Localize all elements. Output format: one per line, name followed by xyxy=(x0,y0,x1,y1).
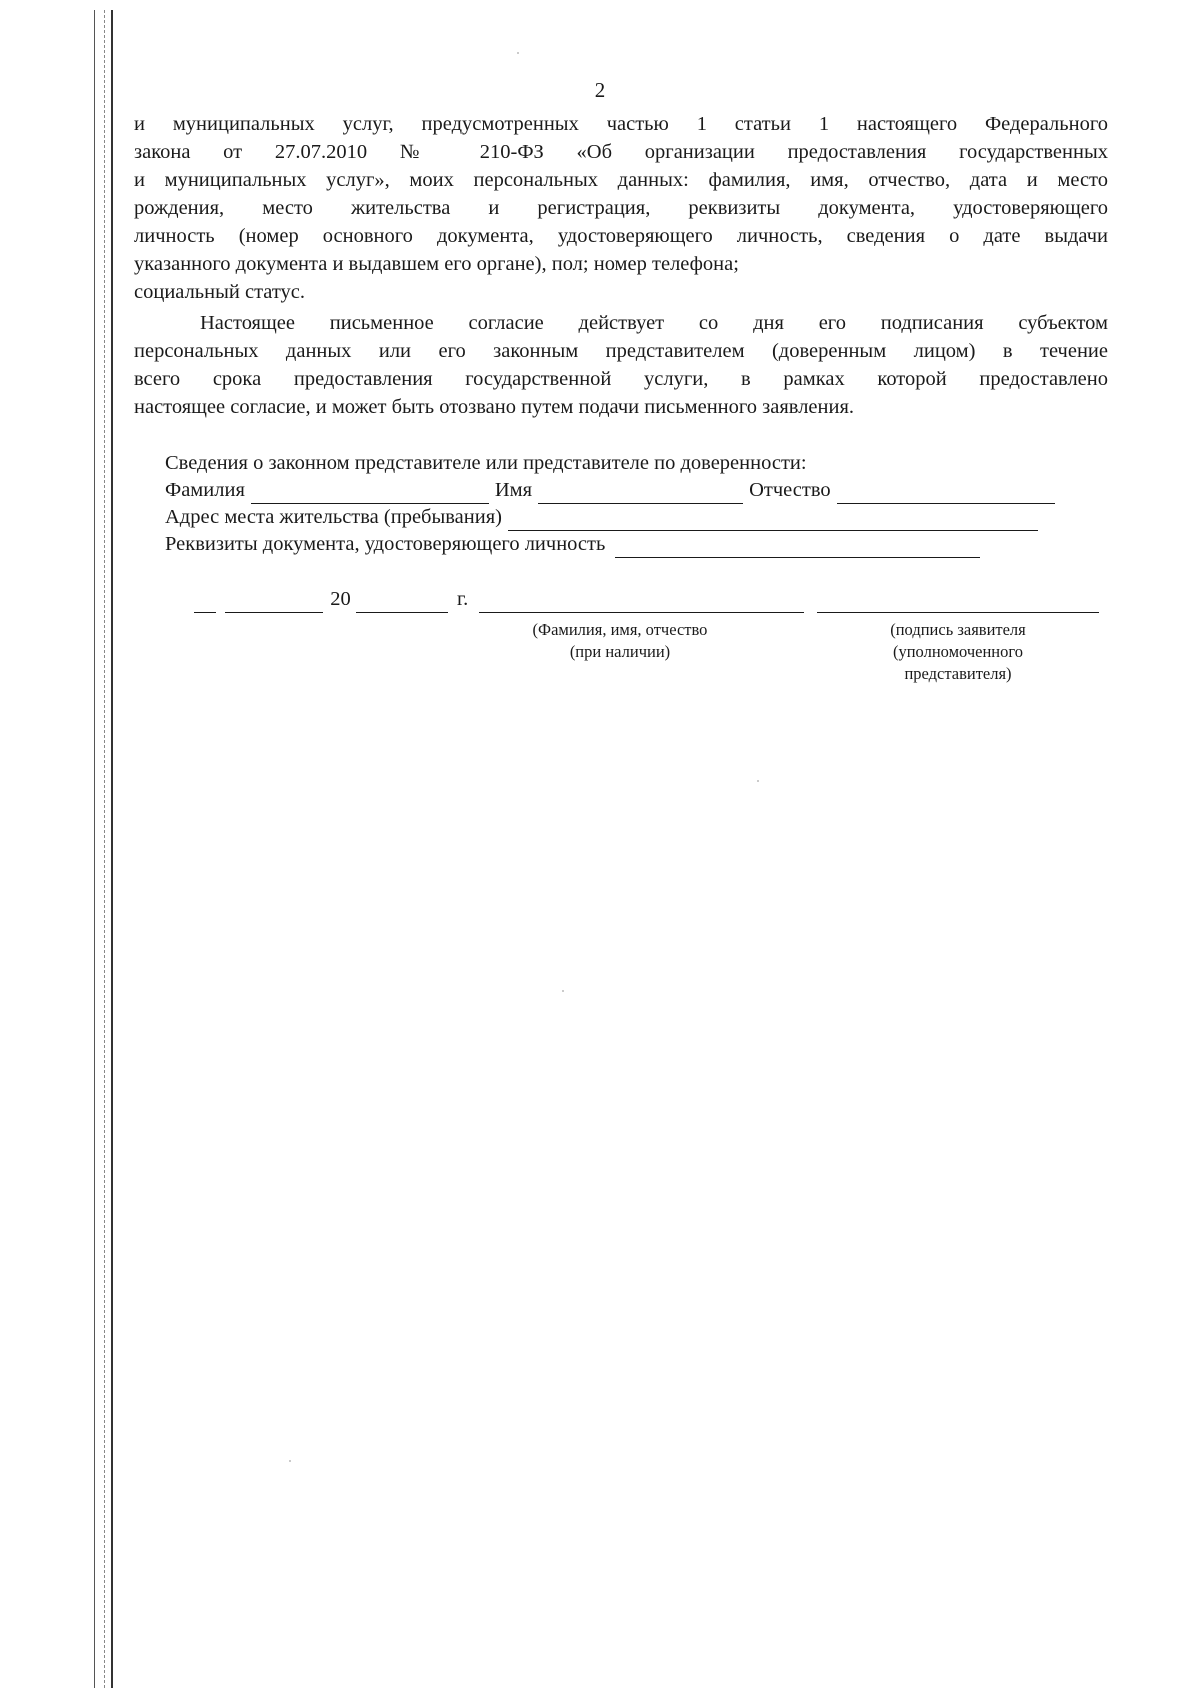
document-label: Реквизиты документа, удостоверяющего личность xyxy=(165,533,606,555)
page-number: 2 xyxy=(594,78,606,102)
text-line: персональных данных или его законным представителем (доверенным лицом) в течение xyxy=(134,340,1108,362)
caption-line: (Фамилия, имя, отчество xyxy=(532,620,708,639)
binding-edge-line xyxy=(104,10,105,1688)
text-line: рождения, место жительства и регистрация, реквизиты документа, удостоверяющего xyxy=(134,197,1108,219)
text-line: и муниципальных услуг», моих персональных данных: фамилия, имя, отчество, дата и место xyxy=(134,169,1108,191)
name-label: Имя xyxy=(494,479,533,501)
scan-speck xyxy=(289,1460,291,1462)
signature-field[interactable] xyxy=(817,592,1099,613)
consent-paragraph-1 xyxy=(134,110,1108,306)
year-prefix: 20 xyxy=(330,588,351,610)
text-line: настоящее согласие, и может быть отозвано путем подачи письменного заявления. xyxy=(134,396,855,418)
scan-speck xyxy=(562,990,564,992)
caption-line: представителя) xyxy=(904,664,1012,683)
representative-address-row xyxy=(165,504,1110,531)
representative-heading-row xyxy=(165,450,1110,477)
scan-speck xyxy=(757,780,759,782)
representative-name-row xyxy=(165,477,1110,504)
signature-caption xyxy=(858,619,1058,685)
patronymic-label: Отчество xyxy=(749,479,831,501)
text-line: закона от 27.07.2010 № 210-ФЗ «Об организации предоставления государственных xyxy=(134,141,1108,163)
binding-edge-line xyxy=(111,10,113,1688)
month-field[interactable] xyxy=(225,592,323,613)
caption-line: (подпись заявителя xyxy=(890,620,1026,639)
representative-section xyxy=(165,450,1110,558)
representative-heading: Сведения о законном представителе или представителе по доверенности: xyxy=(165,452,807,474)
caption-line: (уполномоченного xyxy=(892,642,1023,661)
binding-edge-line xyxy=(94,10,95,1688)
fio-field[interactable] xyxy=(479,592,804,613)
text-line: социальный статус. xyxy=(134,281,306,303)
text-line: указанного документа и выдавшем его органе), пол; номер телефона; xyxy=(134,253,739,275)
document-field[interactable] xyxy=(615,537,980,558)
signature-row xyxy=(194,586,1099,613)
text-line: Настоящее письменное согласие действует со дня его подписания субъектом xyxy=(200,312,1108,334)
patronymic-field[interactable] xyxy=(837,483,1055,504)
text-line: всего срока предоставления государственной услуги, в рамках которой предоставлено xyxy=(134,368,1108,390)
surname-label: Фамилия xyxy=(165,479,245,501)
day-field[interactable] xyxy=(194,592,216,613)
scan-speck xyxy=(517,52,519,54)
caption-line: (при наличии) xyxy=(569,642,671,661)
text-line: и муниципальных услуг, предусмотренных частью 1 статьи 1 настоящего Федерального xyxy=(134,113,1108,135)
address-label: Адрес места жительства (пребывания) xyxy=(165,506,502,528)
surname-field[interactable] xyxy=(251,483,489,504)
text-line: личность (номер основного документа, удостоверяющего личность, сведения о дате выдачи xyxy=(134,225,1108,247)
representative-document-row xyxy=(165,531,1110,558)
fio-caption xyxy=(500,619,740,663)
consent-paragraph-2 xyxy=(134,309,1108,421)
address-field[interactable] xyxy=(508,510,1038,531)
name-field[interactable] xyxy=(538,483,743,504)
year-suffix: г. xyxy=(457,588,469,610)
year-field[interactable] xyxy=(356,592,448,613)
